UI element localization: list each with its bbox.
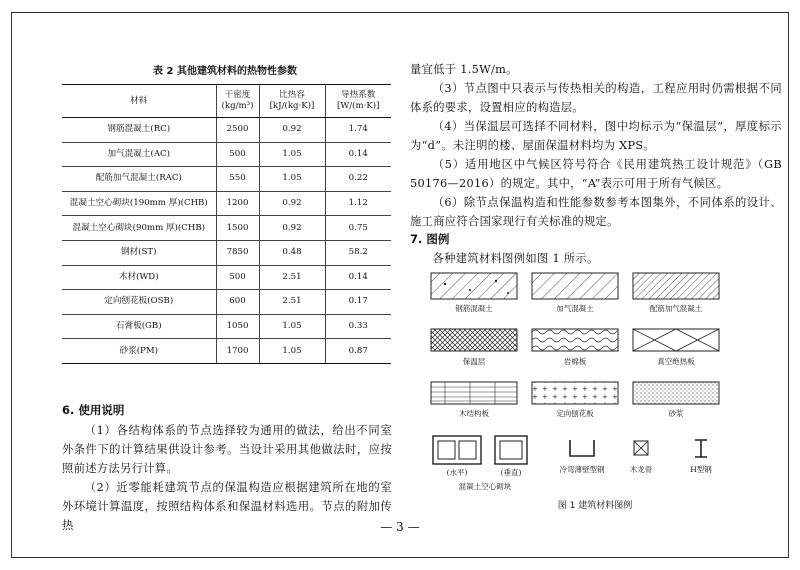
caption-insulation-layer: 保温层: [462, 357, 486, 366]
swatch-vacuum-insulation: [633, 329, 719, 351]
section-7-heading: 7. 图例: [410, 232, 450, 246]
caption-cold-formed-steel: 冷弯薄壁型钢: [559, 465, 605, 474]
caption-aerated-concrete: 加气混凝土: [556, 304, 594, 313]
table-row: 定向刨花板(OSB) 600 2.51 0.17: [62, 290, 391, 315]
caption-vacuum-insulation: 真空绝热板: [657, 357, 695, 366]
figure-caption: 图 1 建筑材料图例: [557, 501, 633, 511]
table-row: 加气混凝土(AC) 500 1.05 0.14: [62, 142, 391, 167]
swatch-aerated-concrete: [532, 273, 618, 299]
caption-osb: 定向刨花板: [556, 409, 594, 418]
swatch-insulation-layer: [431, 329, 517, 351]
table-row: 混凝土空心砌块(190mm 厚)(CHB) 1200 0.92 1.12: [62, 191, 391, 216]
swatch-osb: [532, 382, 618, 404]
swatch-reinforced-aerated-concrete: [633, 273, 719, 299]
table-row: 混凝土空心砌块(90mm 厚)(CHB) 1500 0.92 0.75: [62, 216, 391, 241]
table-row: 钢材(ST) 7850 0.48 58.2: [62, 240, 391, 265]
caption-mortar: 砂浆: [668, 409, 684, 418]
caption-h-steel: H型钢: [690, 465, 712, 474]
header-conductivity: 导热系数 [W/(m·K)]: [325, 85, 391, 118]
table-row: 配筋加气混凝土(RAC) 550 1.05 0.22: [62, 167, 391, 192]
swatch-hollow-block-horizontal: [433, 436, 481, 464]
note-3: （3）节点图中只表示与传热相关的构造，工程应用时仍需根据不同体系的要求，设置相应的构造层。: [410, 82, 782, 114]
table-title: 表 2 其他建筑材料的热物性参数: [153, 66, 297, 77]
table-row: 砂浆(PM) 1700 1.05 0.87: [62, 339, 391, 364]
note-4: （4）当保温层可选择不同材料，图中均标示为“保温层”，厚度标示为“d”。未注明的楼、屋面保温材料均为 XPS。: [410, 120, 782, 152]
header-density: 干密度 (kg/m³): [216, 85, 259, 118]
table-row: 钢筋混凝土(RC) 2500 0.92 1.74: [62, 118, 391, 143]
section-7-text: 各种建筑材料图例如图 1 所示。: [432, 252, 599, 265]
wood-keel-icon: [634, 441, 648, 455]
caption-hollow-block: 混凝土空心砌块: [458, 482, 512, 491]
swatch-rock-wool: [532, 329, 618, 351]
right-continuation: 量宜低于 1.5W/m。: [410, 63, 518, 76]
caption-rock-wool: 岩棉板: [563, 357, 587, 366]
header-material: 材料: [62, 85, 216, 118]
caption-reinforced-concrete: 钢筋混凝土: [455, 304, 493, 313]
caption-hollow-vertical: (垂直): [500, 468, 522, 477]
note-6: （6）除节点保温构造和性能参数参考本图集外，不同体系的设计、施工商应符合国家现行有关标准的规定。: [410, 196, 782, 228]
swatch-wood-structural-board: [431, 382, 517, 404]
section-6-paragraph-2: （2）近零能耗建筑节点的保温构造应根据建筑所在地的室外环境计算温度，按照结构体系和保温材料选用。节点的附加传热: [62, 481, 392, 532]
caption-reinforced-aerated-concrete: 配筋加气混凝土: [649, 304, 703, 313]
note-5: （5）适用地区中气候区符号符合《民用建筑热工设计规范》（GB 50176—2016）的规定。其中，“A”表示可用于所有气候区。: [410, 158, 782, 190]
table-row: 石膏板(GB) 1050 1.05 0.33: [62, 314, 391, 339]
table-row: 木材(WD) 500 2.51 0.14: [62, 265, 391, 290]
swatch-reinforced-concrete: [431, 273, 517, 299]
h-steel-icon: [695, 440, 707, 457]
swatch-hollow-block-vertical: [495, 436, 527, 464]
cold-formed-steel-icon: [570, 440, 594, 456]
caption-hollow-horizontal: (水平): [446, 468, 468, 477]
page-number: — 3 —: [380, 520, 420, 534]
caption-wood-structural-board: 木结构板: [459, 409, 489, 418]
header-heat-capacity: 比热容 [kJ/(kg·K)]: [259, 85, 325, 118]
swatch-mortar: [633, 382, 719, 404]
caption-wood-keel: 木龙骨: [629, 465, 653, 474]
section-6-paragraph-1: （1）各结构体系的节点选择较为通用的做法，给出不同室外条件下的计算结果供设计参考。当设计采用其他做法时，应按照前述方法另行计算。: [62, 424, 392, 475]
section-6-heading: 6. 使用说明: [62, 403, 125, 417]
